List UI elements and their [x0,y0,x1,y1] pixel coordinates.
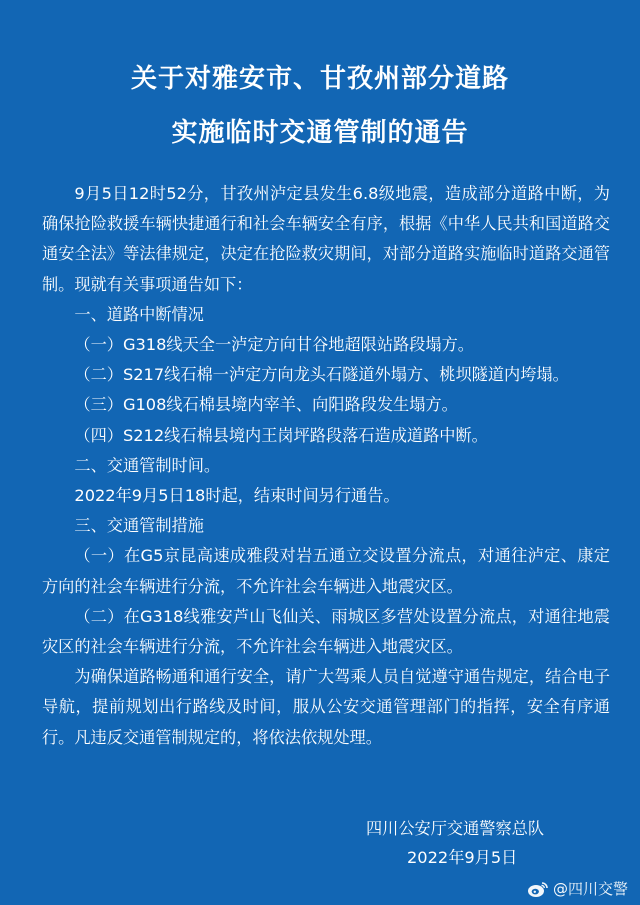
notice-title-line-2: 实施临时交通管制的通告 [171,118,469,148]
section-1-item-3: （三）G108线石棉县境内宰羊、向阳路段发生塌方。 [74,395,458,415]
watermark-text: @四川交警 [552,880,628,898]
section-1-item-1: （一）G318线天全一泸定方向甘谷地超限站路段塌方。 [74,335,474,355]
section-1-item-2: （二）S217线石棉一泸定方向龙头石隧道外塌方、桃坝隧道内垮塌。 [74,365,569,385]
signature-organization: 四川公安厅交通警察总队 [366,819,545,838]
section-1-heading: 一、道路中断情况 [74,304,204,324]
section-3-item-1: （一）在G5京昆高速成雅段对岩五通立交设置分流点，对通往泸定、康定方向的社会车辆进行分流，不允许社会车辆进入地震灾区。 [42,546,610,596]
intro-paragraph: 9月5日12时52分，甘孜州泸定县发生6.8级地震，造成部分道路中断，为确保抢险救援车辆快捷通行和社会车辆安全有序，根据《中华人民共和国道路交通安全法》等法律规定，决定在抢险救灾期间，对部分道路实施临时道路交通管制。现就有关事项通告如下： [42,184,610,294]
weibo-watermark [527,878,628,899]
notice-body [42,179,610,753]
closing-paragraph: 为确保道路畅通和通行安全，请广大驾乘人员自觉遵守通告规定，结合电子导航，提前规划出行路线及时间，服从公安交通管理部门的指挥，安全有序通行。凡违反交通管制规定的，将依法依规处理。 [42,667,610,747]
weibo-icon [527,880,549,898]
signature-date: 2022年9月5日 [407,848,518,867]
section-1-item-4: （四）S212线石棉县境内王岗坪路段落石造成道路中断。 [74,425,488,445]
section-3-item-2: （二）在G318线雅安芦山飞仙关、雨城区多营处设置分流点，对通往地震灾区的社会车辆进行分流，不允许社会车辆进入地震灾区。 [42,606,610,657]
notice-title-line-1: 关于对雅安市、甘孜州部分道路 [130,64,509,94]
section-2-heading: 二、交通管制时间。 [74,455,221,475]
section-3-heading: 三、交通管制措施 [74,516,204,536]
section-2-text: 2022年9月5日18时起，结束时间另行通告。 [74,486,400,506]
